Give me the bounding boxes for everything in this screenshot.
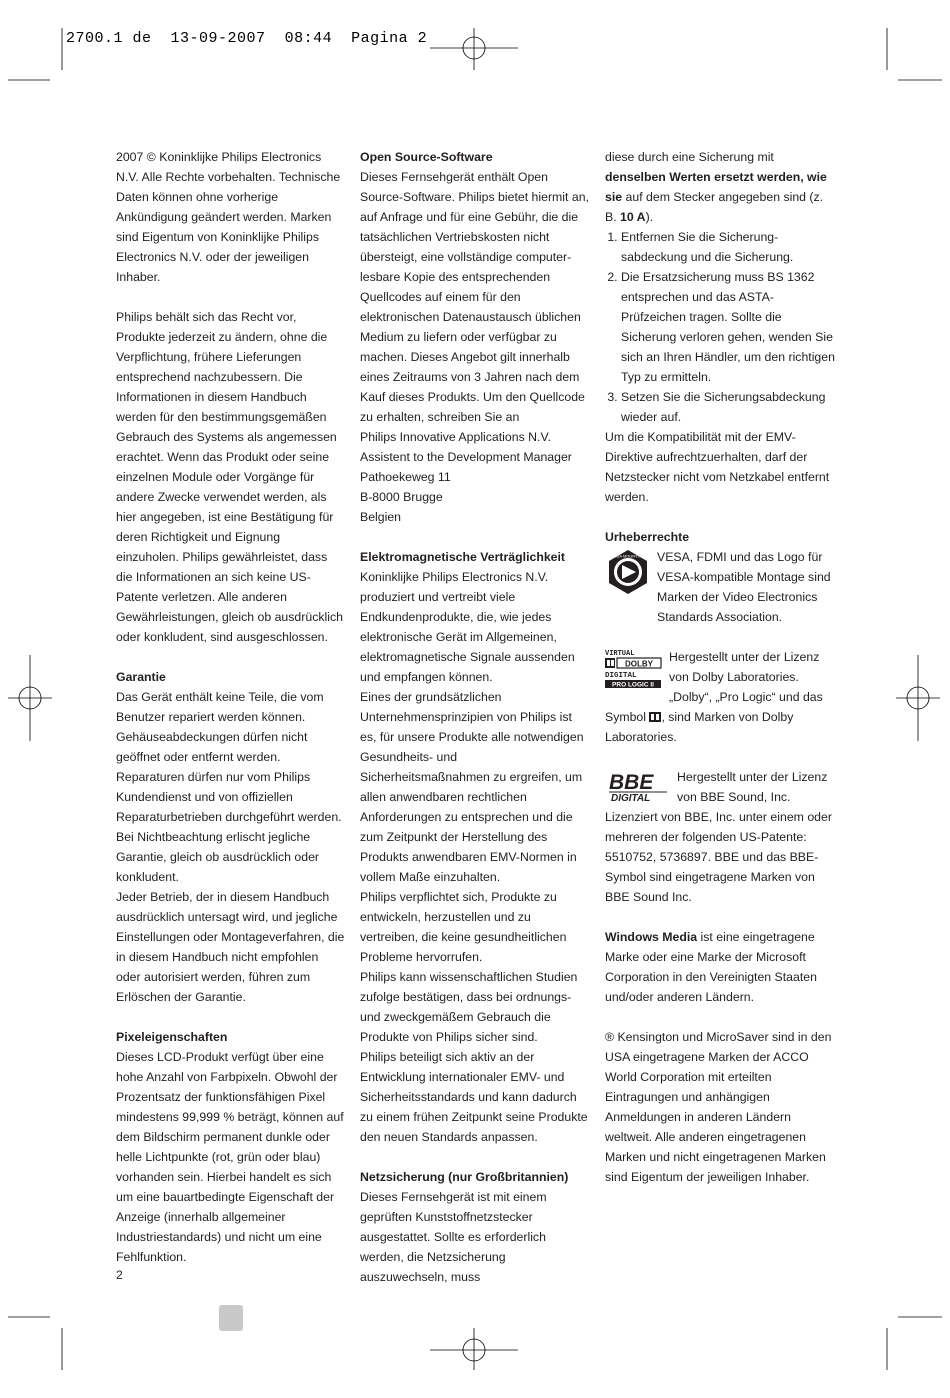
windows-media-paragraph: Windows Media ist eine eingetragene Marke oder eine Marke der Microsoft Corporation in den Vereinigten Staaten und/oder anderen Ländern. (605, 930, 817, 1004)
svg-text:BBE: BBE (609, 771, 654, 794)
print-time: 08:44 (284, 30, 333, 47)
page-label: Pagina 2 (351, 30, 428, 47)
svg-text:DOLBY: DOLBY (625, 659, 653, 669)
thumb-tab (219, 1305, 243, 1331)
svg-text:PRO LOGIC II: PRO LOGIC II (612, 681, 654, 689)
vesa-logo-icon (605, 549, 651, 595)
column-middle (360, 147, 590, 1287)
column-left (116, 147, 346, 1267)
emv-plug-paragraph: Um die Kompatibilität mit der EMV-Direktive aufrechtzuerhalten, darf der Netzstecker nicht vom Netzkabel entfernt werden. (605, 430, 830, 504)
address-line: Pathoekeweg 11 (360, 470, 451, 484)
emv-paragraph-4: Philips kann wissenschaftlichen Studien zufolge bestätigen, dass bei ordnungs- und zweckgemäßem Gebrauch die Produkte von Philips sicher sind. (360, 970, 578, 1044)
fuse-steps-list (605, 227, 835, 427)
dolby-logo-icon (605, 649, 663, 689)
crosshair-left (8, 655, 52, 741)
address-line: Assistent to the Development Manager (360, 450, 572, 464)
fuse-heading: Netzsicherung (nur Großbritannien) (360, 1170, 569, 1184)
vesa-row (605, 547, 835, 627)
crosshair-top (430, 28, 518, 70)
crosshair-bottom (430, 1328, 518, 1370)
copyright-paragraph: 2007 © Koninklijke Philips Electronics N.V. Alle Rechte vorbehalten. Technische Daten können ohne vorherige Ankündigung geändert werden. Marken sind Eigentum von Koninklijke Philips Electronics N.V. oder der jeweiligen Inhaber. (116, 150, 341, 284)
vesa-paragraph: VESA, FDMI und das Logo für VESA-kompatible Montage sind Marken der Video Electronics Standards Association. (657, 550, 831, 624)
crosshair-right (896, 655, 940, 741)
fuse-continued: diese durch eine Sicherung mit denselben Werten ersetzt werden, wie sie auf dem Stecker angegeben sind (z. B. 10 A). (605, 150, 827, 224)
svg-text:VESA MOUNTING: VESA MOUNTING (611, 553, 645, 559)
oss-heading: Open Source-Software (360, 150, 493, 164)
list-item: 2. Die Ersatzsicherung muss BS 1362 entsprechen und das ASTA-Prüfzeichen tragen. Sollte die Sicherung verloren gehen, wenden Sie sich an Ihren Händler, um den richtigen Typ zu ermitteln. (621, 267, 835, 387)
pixel-paragraph: Dieses LCD-Produkt verfügt über eine hohe Anzahl von Farbpixeln. Obwohl der Prozentsatz der funktionsfähigen Pixel mindestens 99,999 % beträgt, können auf dem Bildschirm permanent dunkle oder helle Lichtpunkte (rot, grün oder blau) vorhanden sein. Hierbei handelt es sich um eine bauartbedingte Eigenschaft der Anzeige (innerhalb allgemeiner Industriestandards) und nicht um eine Fehlfunktion. (116, 1050, 344, 1264)
rights-paragraph: Philips behält sich das Recht vor, Produkte jederzeit zu ändern, ohne die Verpflichtung, frühere Lieferungen entsprechend nachzubessern. Die Informationen in diesem Handbuch werden für den bestimmungsgemäßen Gebrauch des Systems als angemessen erachtet. Wenn das Produkt oder seine einzelnen Module oder Vorgänge für andere Zwecke verwendet werden, als hier angegeben, ist eine Bestätigung für deren Richtigkeit und Eignung einzuholen. Philips gewährleistet, dass die Informationen an sich keine US-Patente verletzen. Alle anderen Gewährleistungen, gleich ob ausdrücklich oder konkludent, sind ausgeschlossen. (116, 310, 343, 644)
emv-heading: Elektromagnetische Verträglichkeit (360, 550, 566, 564)
svg-text:DIGITAL: DIGITAL (611, 793, 651, 803)
svg-text:VIRTUAL: VIRTUAL (605, 650, 635, 658)
emv-paragraph-1: Koninklijke Philips Electronics N.V. produziert und vertreibt viele Endkundenprodukte, die, wie jedes elektronische Gerät im Allgemeinen, elektromagnetische Signale aussenden und empfangen können. (360, 570, 575, 684)
address-line: B-8000 Brugge (360, 490, 443, 504)
list-item: 1. Entfernen Sie die Sicherung-sabdeckung und die Sicherung. (621, 227, 835, 267)
dolby-block (605, 647, 835, 747)
address-line: Belgien (360, 510, 402, 524)
print-slug-header (66, 30, 427, 47)
bbe-paragraph: Hergestellt unter der Lizenz von BBE Sound, Inc. Lizenziert von BBE, Inc. unter einem oder mehreren der folgenden US-Patente: 5510752, 5736897. BBE und das BBE-Symbol sind eingetragene Marken von BBE Sound Inc. (605, 770, 832, 904)
svg-text:DIGITAL: DIGITAL (605, 672, 637, 680)
bbe-logo-icon (605, 769, 671, 803)
pixel-heading: Pixeleigenschaften (116, 1030, 228, 1044)
emv-paragraph-5: Philips beteiligt sich aktiv an der Entwicklung internationaler EMV- und Sicherheitsstandards und kann dadurch zu einem frühen Zeitpunkt seine Produkte den neuen Standards anpassen. (360, 1050, 588, 1144)
dolby-symbol-icon (649, 712, 661, 722)
page-number: 2 (116, 1268, 123, 1282)
oss-paragraph: Dieses Fernsehgerät enthält Open Source-Software. Philips bietet hiermit an, auf Anfrage und für eine Gebühr, die die tatsächlichen Vertriebskosten nicht übersteigt, eine vollständige computer-lesbare Kopie des entsprechenden Quellcodes auf einem für den elektronischen Datenaustausch üblichen Medium zu liefern oder verfügbar zu machen. Dieses Angebot gilt innerhalb eines Zeitraums von 3 Jahren nach dem Kauf dieses Produkts. Um den Quellcode zu erhalten, schreiben Sie an (360, 170, 589, 424)
print-date: 13-09-2007 (170, 30, 266, 47)
slug: 2700.1 de (66, 30, 152, 47)
address-line: Philips Innovative Applications N.V. (360, 430, 551, 444)
column-right (605, 147, 835, 1187)
list-item: 3. Setzen Sie die Sicherungsabdeckung wieder auf. (621, 387, 835, 427)
garantie-heading: Garantie (116, 670, 166, 684)
copyright-heading: Urheberrechte (605, 530, 690, 544)
garantie-paragraph-2: Jeder Betrieb, der in diesem Handbuch ausdrücklich untersagt wird, und jegliche Einstellungen oder Montageverfahren, die in diesem Handbuch nicht empfohlen oder autorisiert werden, führen zum Erlöschen der Garantie. (116, 890, 345, 1004)
dolby-paragraph: Hergestellt unter der Lizenz von Dolby Laboratories. „Dolby“, „Pro Logic“ und das Symbol , sind Marken von Dolby Laboratories. (605, 650, 823, 744)
emv-paragraph-3: Philips verpflichtet sich, Produkte zu entwickeln, herzustellen und zu vertreiben, die keine gesundheitlichen Probleme hervorrufen. (360, 890, 567, 964)
garantie-paragraph-1: Das Gerät enthält keine Teile, die vom Benutzer repariert werden können. Gehäuseabdeckungen dürfen nicht geöffnet oder entfernt werden. Reparaturen dürfen nur vom Philips Kundendienst und von offiziellen Reparaturbetrieben durchgeführt werden. Bei Nichtbeachtung erlischt jegliche Garantie, gleich ob ausdrücklich oder konkludent. (116, 690, 342, 884)
fuse-paragraph: Dieses Fernsehgerät ist mit einem geprüften Kunststoffnetzstecker ausgestattet. Sollte es erforderlich werden, die Netzsicherung auszuwechseln, muss (360, 1190, 547, 1284)
bbe-block (605, 767, 835, 907)
kensington-paragraph: ® Kensington und MicroSaver sind in den USA eingetragene Marken der ACCO World Corporation mit erteilten Eintragungen und anhängigen Anmeldungen in anderen Ländern weltweit. Alle anderen eingetragenen Marken und nicht eingetragenen Marken sind Eigentum der jeweiligen Inhaber. (605, 1030, 832, 1184)
emv-paragraph-2: Eines der grundsätzlichen Unternehmensprinzipien von Philips ist es, für unsere Produkte alle notwendigen Gesundheits- und Sicherheitsmaßnahmen zu ergreifen, um allen anwendbaren rechtlichen Anforderungen zu entsprechen und die zum Zeitpunkt der Herstellung des Produkts anwendbaren EMV-Normen in vollem Maße einzuhalten. (360, 690, 584, 884)
